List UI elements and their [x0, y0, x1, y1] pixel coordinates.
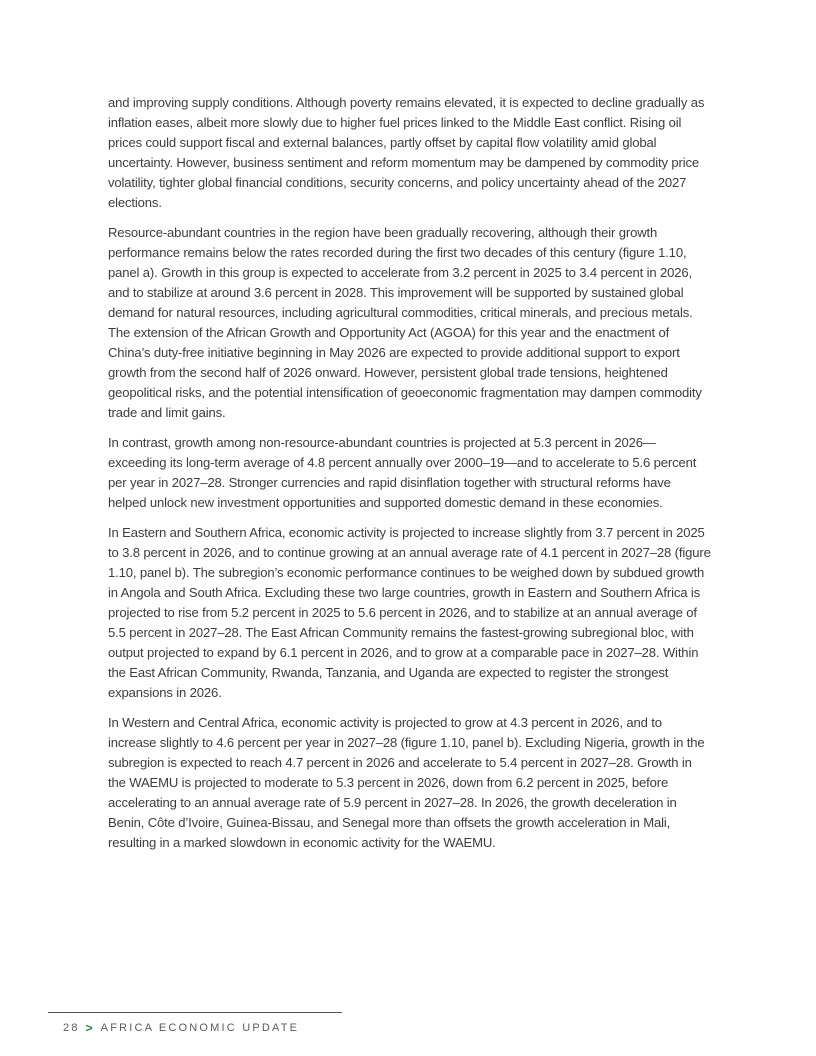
paragraph-resource-abundant: Resource-abundant countries in the region have been gradually recovering, although their growth performance remains below the rates recorded during the first two decades of this century (figure 1.10, panel a). Growth in this group is expected to accelerate from 3.2 percent in 2025 to 3.4 percent in 2026, and to stabilize at around 3.6 percent in 2028. This improvement will be supported by sustained global demand for natural resources, including agricultural commodities, critical minerals, and precious metals. The extension of the African Growth and Opportunity Act (AGOA) for this year and the enactment of China’s duty-free initiative beginning in May 2026 are expected to provide additional support to export growth from the second half of 2026 onward. However, persistent global trade tensions, heightened geopolitical risks, and the potential intensification of geoeconomic fragmentation may dampen commodity trade and limit gains. [108, 225, 702, 420]
paragraph-non-resource-abundant: In contrast, growth among non-resource-abundant countries is projected at 5.3 percent in 2026—exceeding its long-term average of 4.8 percent annually over 2000–19—and to accelerate to 5.6 percent per year in 2027–28. Stronger currencies and rapid disinflation together with structural reforms have helped unlock new investment opportunities and supported domestic demand in these economies. [108, 435, 697, 510]
paragraph-poverty-outlook: and improving supply conditions. Although poverty remains elevated, it is expected to decline gradually as inflation eases, albeit more slowly due to higher fuel prices linked to the Middle East conflict. Rising oil prices could support fiscal and external balances, partly offset by capital flow volatility amid global uncertainty. However, business sentiment and reform momentum may be dampened by commodity price volatility, tighter global financial conditions, security concerns, and policy uncertainty ahead of the 2027 elections. [108, 95, 705, 210]
page-body [108, 93, 712, 863]
page-footer [48, 1012, 342, 1035]
paragraph-western-central-africa: In Western and Central Africa, economic activity is projected to grow at 4.3 percent in 2026, and to increase slightly to 4.6 percent per year in 2027–28 (figure 1.10, panel b). Excluding Nigeria, growth in the subregion is expected to reach 4.7 percent in 2026 and accelerate to 5.4 percent in 2027–28. Growth in the WAEMU is projected to moderate to 5.3 percent in 2026, down from 6.2 percent in 2025, before accelerating to an annual average rate of 5.9 percent in 2027–28. In 2026, the growth deceleration in Benin, Côte d’Ivoire, Guinea-Bissau, and Senegal more than offsets the growth acceleration in Mali, resulting in a marked slowdown in economic activity for the WAEMU. [108, 715, 705, 850]
chevron-right-icon: > [85, 1021, 93, 1035]
footer-divider [48, 1012, 342, 1013]
page-number: 28 [63, 1022, 80, 1034]
publication-title: AFRICA ECONOMIC UPDATE [100, 1022, 300, 1034]
paragraph-eastern-southern-africa: In Eastern and Southern Africa, economic activity is projected to increase slightly from 3.7 percent in 2025 to 3.8 percent in 2026, and to continue growing at an annual average rate of 4.1 percent in 2027–28 (figure 1.10, panel b). The subregion’s economic performance continues to be weighed down by subdued growth in Angola and South Africa. Excluding these two large countries, growth in Eastern and Southern Africa is projected to rise from 5.2 percent in 2025 to 5.6 percent in 2026, and to stabilize at an annual average of 5.5 percent in 2027–28. The East African Community remains the fastest-growing subregional bloc, with output projected to expand by 6.1 percent in 2026, and to grow at a comparable pace in 2027–28. Within the East African Community, Rwanda, Tanzania, and Uganda are expected to register the strongest expansions in 2026. [108, 525, 711, 700]
footer-running-title [48, 1021, 342, 1035]
